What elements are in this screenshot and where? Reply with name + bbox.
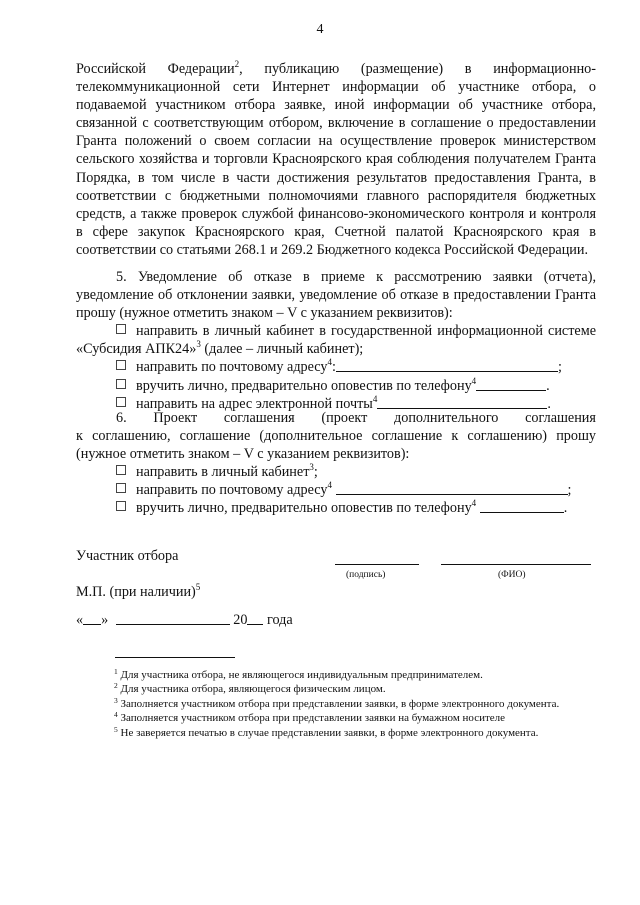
item-6-text: к соглашению, соглашение (дополнительное соглашение к соглашению) прошу (нужное отметить знаком – V с указанием реквизитов): xyxy=(76,428,596,463)
footnote-item xyxy=(76,668,576,682)
item6-word: соглашения xyxy=(223,410,295,426)
footnote-item xyxy=(76,697,576,711)
footnote-ref: 4 xyxy=(372,393,378,404)
postal-address-field[interactable] xyxy=(336,359,558,372)
item6-word: соглашения xyxy=(525,410,596,426)
option-end: ; xyxy=(567,482,572,499)
option-end: . xyxy=(547,395,551,412)
option-label: направить по почтовому адресу xyxy=(136,482,328,499)
month-field[interactable] xyxy=(116,612,230,625)
stamp-label xyxy=(76,584,200,601)
item5-option-cabinet[interactable] xyxy=(76,322,596,358)
year-prefix: 20 xyxy=(233,612,248,628)
email-field[interactable] xyxy=(377,396,547,409)
item-6-first-line xyxy=(76,409,596,427)
phone-field[interactable] xyxy=(480,500,564,513)
year-field[interactable] xyxy=(247,612,263,625)
checkbox-icon[interactable] xyxy=(116,360,126,370)
phone-field[interactable] xyxy=(476,378,546,391)
option-end: . xyxy=(546,377,550,394)
item6-option-cabinet[interactable] xyxy=(76,463,596,481)
footnote-ref: 4 xyxy=(327,357,332,368)
option-end: ; xyxy=(313,464,318,481)
item6-option-phone[interactable] xyxy=(76,499,596,517)
option-label: вручить лично, предварительно оповестив по телефону xyxy=(136,377,472,394)
year-suffix: года xyxy=(263,612,293,628)
footnote-number: 2 xyxy=(114,681,118,691)
checkbox-icon[interactable] xyxy=(116,501,126,511)
option-end: . xyxy=(563,500,568,517)
date-line xyxy=(76,612,293,629)
checkbox-icon[interactable] xyxy=(116,483,126,493)
participant-label: Участник отбора xyxy=(76,548,179,564)
footnote-ref: 3 xyxy=(196,339,201,350)
full-name-line[interactable] xyxy=(441,564,591,565)
checkbox-icon[interactable] xyxy=(116,465,126,475)
section-6 xyxy=(76,409,596,518)
quote-open: « xyxy=(76,612,84,628)
continuation-paragraph xyxy=(76,60,596,259)
footnote-text: Для участника отбора, являющегося физическим лицом. xyxy=(120,683,386,696)
stamp-text: М.П. (при наличии) xyxy=(76,584,196,600)
section-5 xyxy=(76,268,596,413)
option-end: ; xyxy=(557,359,562,376)
footnote-item xyxy=(76,711,576,725)
item6-word: дополнительного xyxy=(394,410,499,426)
page-number: 4 xyxy=(316,22,324,37)
day-field[interactable] xyxy=(83,612,101,625)
full-name-caption: (ФИО) xyxy=(498,570,526,580)
footnote-item xyxy=(76,726,576,740)
option-label: направить в личный кабинет xyxy=(136,464,310,481)
item6-option-post[interactable] xyxy=(76,481,596,499)
para-text-rest: , публикацию (размещение) в информационно-телекоммуникационной сети Интернет информации об участнике отбора, о подаваемой участником отбора заявке, иной информации об участнике отбора, связанной с соответствующим отбором, включение в соглашение о предоставлении Гранта положений о своем согласии на осуществление проверок министерством сельского хозяйства и торговли Красноярского края соблюдения получателем Гранта Порядка, в том числе в части достижения результатов предоставления Гранта, в соответствии с бюджетными полномочиями главного распорядителя бюджетных средств, а также проверок службой финансово-экономического контроля и контроля в сфере закупок Красноярского края, Счетной палатой Красноярского края в соответствии со статьями 268.1 и 269.2 Бюджетного кодекса Российской Федерации. xyxy=(76,61,596,258)
item6-word: 6. xyxy=(116,410,127,426)
option-label: направить по почтовому адресу xyxy=(136,359,328,376)
option-label-rest: (далее – личный кабинет); xyxy=(200,341,364,358)
footnote-number: 5 xyxy=(114,724,118,734)
footnote-ref: 3 xyxy=(309,462,314,473)
para-text: Российской Федерации xyxy=(76,61,235,77)
footnote-text: Не заверяется печатью в случае представлении заявки, в форме электронного документа. xyxy=(120,726,539,739)
item6-word: Проект xyxy=(153,410,198,426)
footnote-ref: 2 xyxy=(234,59,240,69)
footnote-divider xyxy=(115,657,235,658)
footnote-ref: 4 xyxy=(327,480,332,491)
footnotes xyxy=(76,668,576,740)
footnote-item xyxy=(76,682,576,696)
option-label: вручить лично, предварительно оповестив по телефону xyxy=(136,500,472,517)
item5-option-post[interactable]: направить по почтовому адресу$^4$: ; xyxy=(76,358,596,376)
checkbox-icon[interactable] xyxy=(116,397,126,407)
item5-option-phone[interactable] xyxy=(76,377,596,395)
signature-caption: (подпись) xyxy=(346,570,386,580)
footnote-ref: 4 xyxy=(471,375,477,386)
footnote-text: Заполняется участником отбора при представлении заявки на бумажном носителе xyxy=(120,712,506,725)
footnote-ref: 5 xyxy=(195,582,201,592)
footnote-number: 3 xyxy=(114,695,118,705)
option-label: направить в личный кабинет в государственной информационной системе «Субсидия АПК24» xyxy=(76,323,596,358)
quote-close: » xyxy=(101,612,109,628)
footnote-ref: 4 xyxy=(471,498,477,509)
footnote-number: 4 xyxy=(114,710,118,720)
option-label: направить на адрес электронной почты xyxy=(136,395,373,412)
checkbox-icon[interactable] xyxy=(116,324,126,334)
footnote-text: Для участника отбора, не являющегося индивидуальным предпринимателем. xyxy=(120,669,483,681)
item-5-text: 5. Уведомление об отказе в приеме к рассмотрению заявки (отчета), уведомление об отклонении заявки, уведомление об отказе в предоставлении Гранта прошу (нужное отметить знаком – V с указанием реквизитов): xyxy=(76,269,596,322)
consent-paragraph xyxy=(76,60,596,259)
postal-address-field[interactable] xyxy=(336,482,568,495)
footnote-text: Заполняется участником отбора при представлении заявки, в форме электронного документа. xyxy=(120,697,560,710)
item6-word: (проект xyxy=(321,410,368,426)
footnote-number: 1 xyxy=(114,667,118,676)
signature-line[interactable] xyxy=(335,564,419,565)
checkbox-icon[interactable] xyxy=(116,379,126,389)
